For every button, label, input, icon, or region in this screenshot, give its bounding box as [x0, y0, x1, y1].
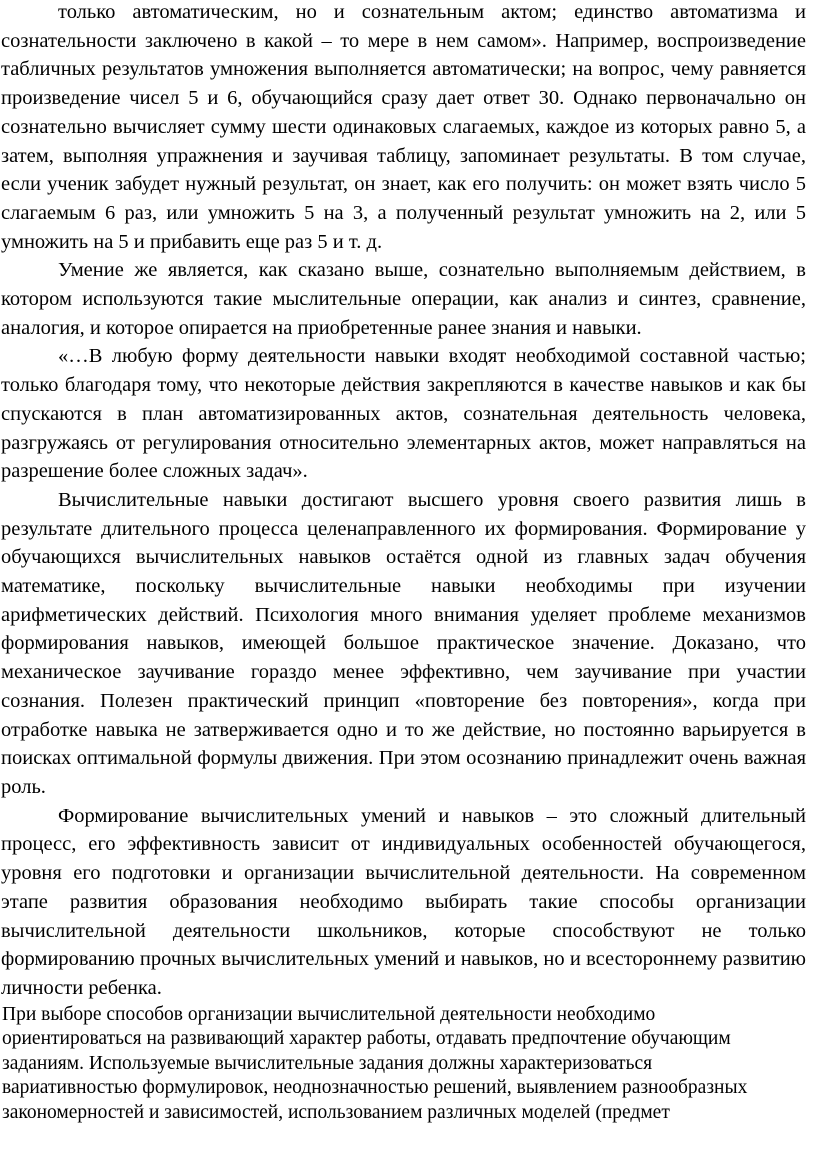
- paragraph-formation-process: Формирование вычислительных умений и навыков – это сложный длительный процесс, его эффективность зависит от индивидуальных особенностей обучающегося, уровня его подготовки и организации вычислительной деятельности. На современном этапе развития образования необходимо выбирать такие способы организации вычислительной деятельности школьников, которые способствуют не только формированию прочных вычислительных умений и навыков, но и всестороннему развитию личности ребенка.: [1, 804, 806, 999]
- paragraph-automatism: только автоматическим, но и сознательным актом; единство автоматизма и сознательности заключено в какой – то мере в нем самом». Например, воспроизведение табличных результатов умножения выполняется автоматически; на вопрос, чему равняется произведение чисел 5 и 6, обучающийся сразу дает ответ 30. Однако первоначально он сознательно вычисляет сумму шести одинаковых слагаемых, каждое из которых равно 5, а затем, выполняя упражнения и заучивая таблицу, запоминает результаты. В том случае, если ученик забудет нужный результат, он знает, как его получить: он может взять число 5 слагаемым 6 раз, или умножить 5 на 3, а полученный результат умножить на 2, или 5 умножить на 5 и прибавить еще раз 5 и т. д.: [1, 1, 806, 253]
- paragraph-computational-skills: Вычислительные навыки достигают высшего уровня своего развития лишь в результате длительного процесса целенаправленного их формирования. Формирование у обучающихся вычислительных навыков остаётся одной из главных задач обучения математике, поскольку вычислительные навыки необходимы при изучении арифметических действий. Психология много внимания уделяет проблеме механизмов формирования навыков, имеющей большое практическое значение. Доказано, что механическое заучивание гораздо менее эффективно, чем заучивание при участии сознания. Полезен практический принцип «повторение без повторения», когда при отработке навыка не затверживается одно и то же действие, но постоянно варьируется в поисках оптимальной формулы движения. При этом осознанию принадлежит очень важная роль.: [1, 488, 806, 798]
- paragraph-organization-choice: При выборе способов организации вычислительной деятельности необходимо ориентироваться на развивающий характер работы, отдавать предпочтение обучающим заданиям. Используемые вычислительные задания должны характеризоваться вариативностью формулировок, неоднозначностью решений, выявлением разнообразных закономерностей и зависимостей, использованием различных моделей (предмет: [2, 1003, 748, 1123]
- paragraph-skill-definition: Умение же является, как сказано выше, сознательно выполняемым действием, в котором используются такие мыслительные операции, как анализ и синтез, сравнение, аналогия, и которое опирается на приобретенные ранее знания и навыки.: [1, 259, 806, 339]
- paragraph-quote-skills: «…В любую форму деятельности навыки входят необходимой составной частью; только благодаря тому, что некоторые действия закрепляются в качестве навыков и как бы спускаются в план автоматизированных актов, сознательная деятельность человека, разгружаясь от регулирования относительно элементарных актов, может направляться на разрешение более сложных задач».: [1, 345, 806, 483]
